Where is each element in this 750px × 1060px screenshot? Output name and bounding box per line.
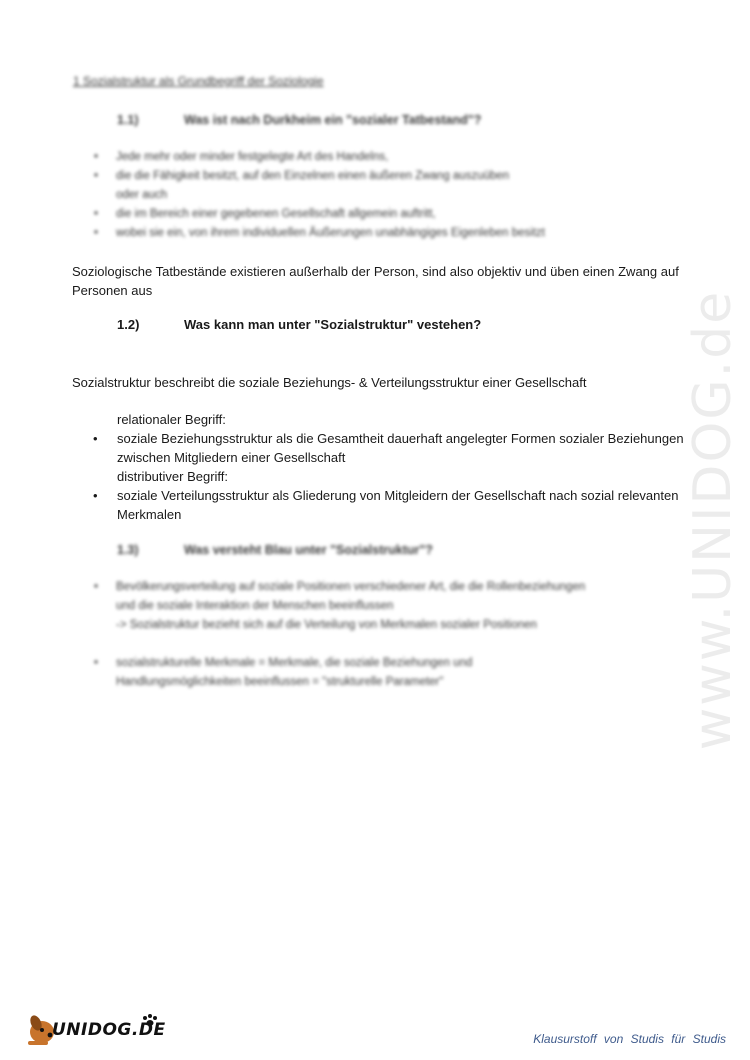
- list-item: • sozialstrukturelle Merkmale = Merkmale, die soziale Beziehungen und: [94, 654, 585, 673]
- bullet-distributive: • soziale Verteilungsstruktur als Gliederung von Mitgleidern der Gesellschaft nach sozial relevanten Merkmalen: [93, 488, 679, 522]
- list-item: -> Sozialstruktur bezieht sich auf die Verteilung von Merkmalen sozialer Positionen: [116, 619, 537, 631]
- bullet-dot: •: [94, 208, 99, 220]
- section-heading: 1 Sozialstruktur als Grundbegriff der Soziologie: [73, 74, 324, 88]
- bullet-dot: •: [94, 151, 99, 163]
- bullet-dot: •: [93, 488, 98, 503]
- question-text: Was versteht Blau unter "Sozialstruktur"?: [184, 543, 433, 557]
- footer-slogan: Klausurstoff von Studis für Studis: [533, 1032, 726, 1046]
- list-item: • Jede mehr oder minder festgelegte Art des Handelns,: [94, 148, 545, 167]
- list-item: • Bevölkerungsverteilung auf soziale Positionen verschiedener Art, die die Rollenbeziehungen: [94, 578, 585, 597]
- bullet-relational: • soziale Beziehungsstruktur als die Gesamtheit dauerhaft angelegter Formen sozialer Beziehungen zwischen Mitgliedern einer Gesellschaft: [93, 431, 684, 465]
- list-item: [94, 635, 585, 654]
- logo-text: UNIDOG.DE: [52, 1020, 166, 1040]
- label-relational: relationaler Begriff:: [117, 412, 226, 427]
- label-distributive: distributiver Begriff:: [117, 469, 229, 484]
- list-item: Handlungsmöglichkeiten beeinflussen = "strukturelle Parameter": [116, 676, 444, 688]
- paragraph-tatbestaende: Soziologische Tatbestände existieren außerhalb der Person, sind also objektiv und üben einen Zwang auf Personen aus: [72, 264, 679, 298]
- question-text: Was kann man unter "Sozialstruktur" vestehen?: [184, 317, 482, 332]
- list-item: und die soziale Interaktion der Menschen beeinflussen: [116, 600, 394, 612]
- list-item: oder auch: [116, 189, 168, 201]
- watermark: www.UNIDOG.de: [683, 289, 743, 751]
- list-item: • die im Bereich einer gegebenen Gesellschaft allgemein auftritt,: [94, 205, 545, 224]
- dog-mascot-icon: [28, 1014, 54, 1045]
- question-text: Was ist nach Durkheim ein "sozialer Tatbestand"?: [184, 113, 482, 127]
- question-number: 1.3): [117, 543, 139, 557]
- paragraph-sozialstruktur: Sozialstruktur beschreibt die soziale Beziehungs- & Verteilungsstruktur einer Gesellschaft: [72, 375, 587, 390]
- bullet-list-1-3: [94, 578, 585, 692]
- list-item: • wobei sie ein, von ihrem individuellen Äußerungen unabhängiges Eigenleben besitzt: [94, 224, 545, 243]
- bullet-dot: •: [94, 227, 99, 239]
- bullet-dot: •: [94, 657, 99, 669]
- bullet-dot: •: [94, 170, 99, 182]
- bullet-list-1-1: [94, 148, 545, 243]
- question-number: 1.1): [117, 113, 139, 127]
- bullet-dot: •: [93, 431, 98, 446]
- list-item: • die die Fähigkeit besitzt, auf den Einzelnen einen äußeren Zwang auszuüben: [94, 167, 545, 186]
- question-number: 1.2): [117, 317, 140, 332]
- bullet-dot: •: [94, 581, 99, 593]
